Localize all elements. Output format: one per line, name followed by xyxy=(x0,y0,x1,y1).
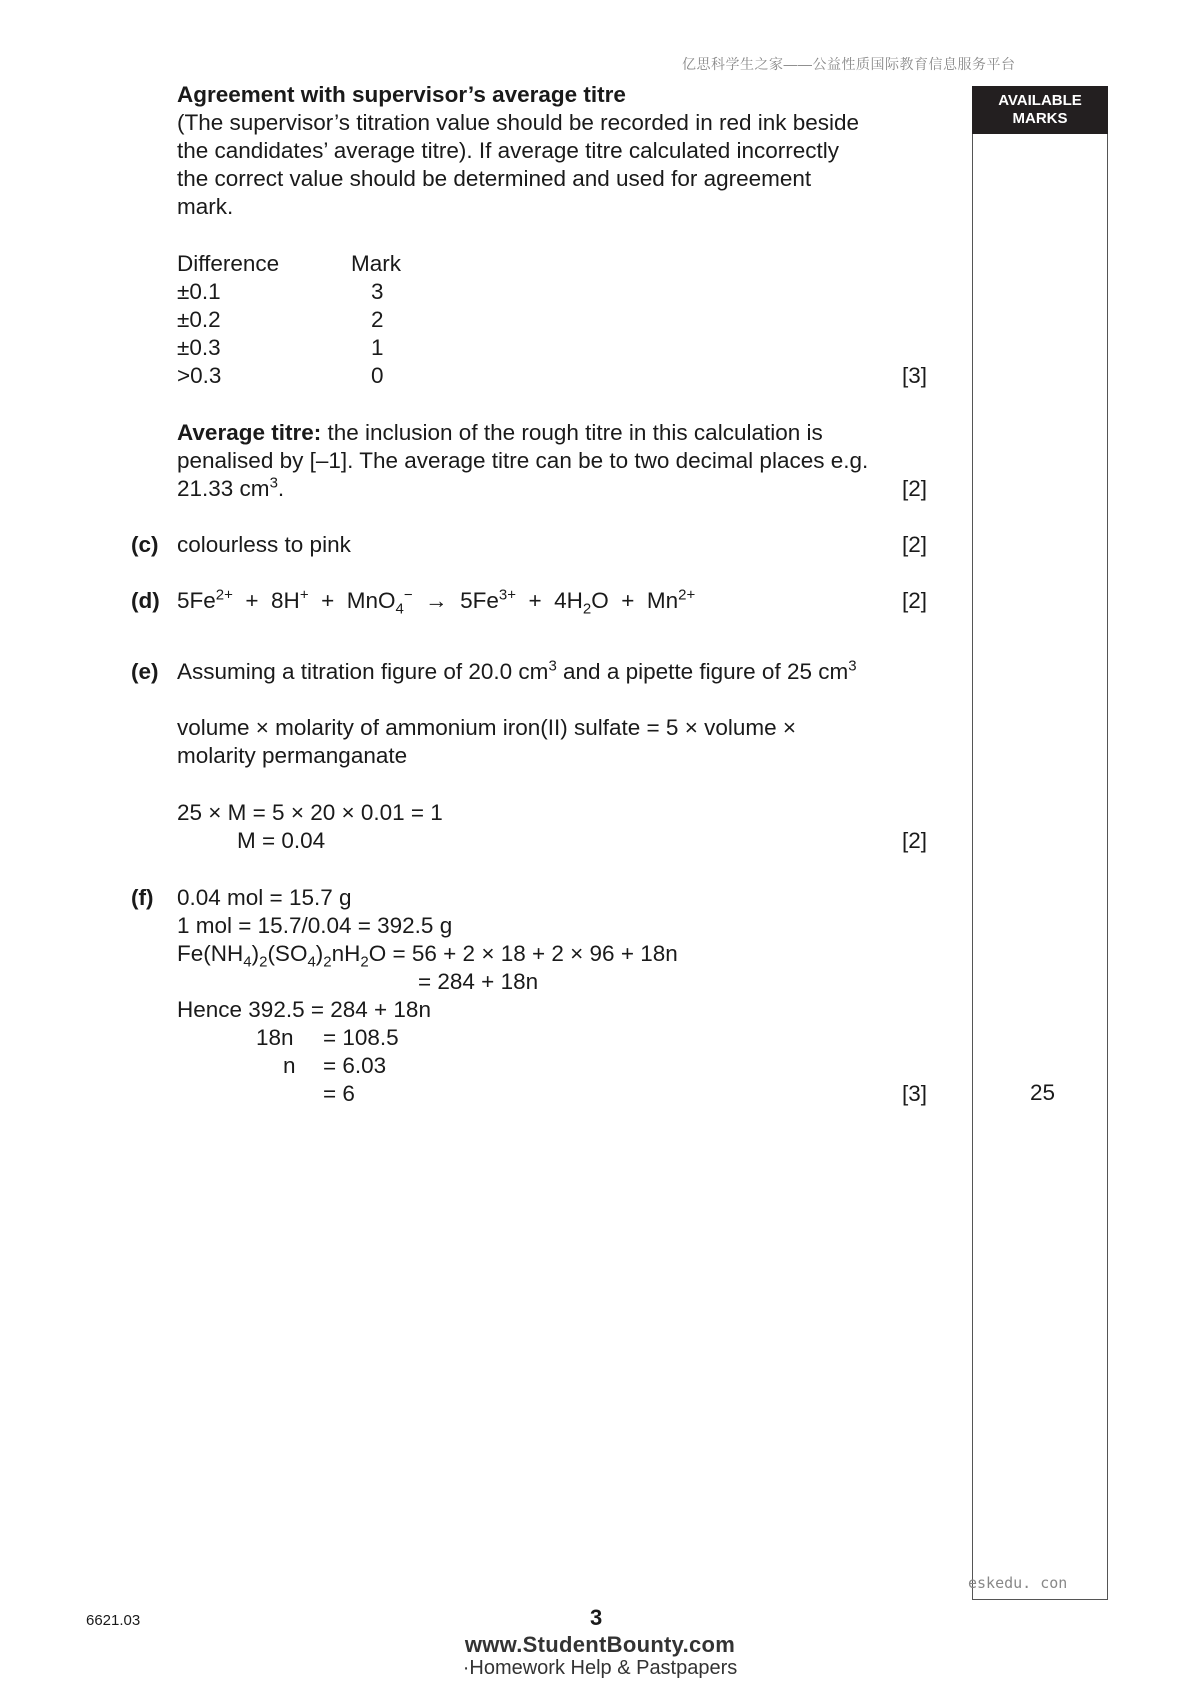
available-marks-header xyxy=(972,86,1108,134)
table-row-mark: 2 xyxy=(371,307,384,332)
table-row-difference: ±0.2 xyxy=(177,307,221,332)
logo-tagline: ·Homework Help & Pastpapers xyxy=(462,1657,738,1679)
eq-term: + 4H xyxy=(515,588,583,613)
studentbounty-logo[interactable] xyxy=(455,1633,745,1679)
agreement-line-2: the candidates’ average titre). If average titre calculated incorrectly xyxy=(177,138,840,163)
agreement-line-3: the correct value should be determined and used for agreement xyxy=(177,166,812,191)
part-c-marks: [2] xyxy=(901,532,927,557)
eq-sup: − xyxy=(403,586,413,604)
part-d-marks: [2] xyxy=(901,588,927,613)
eq-sub: 4 xyxy=(395,600,404,618)
part-f-marks: [3] xyxy=(901,1081,927,1106)
part-e-calc-2: M = 0.04 xyxy=(237,828,326,853)
agreement-heading: Agreement with supervisor’s average titre xyxy=(177,82,626,107)
formula-part: Fe(NH xyxy=(177,941,244,966)
formula-part: O = 56 + 2 × 18 + 2 × 96 + 18n xyxy=(368,941,678,966)
page-number: 3 xyxy=(590,1605,603,1630)
table-row-difference: >0.3 xyxy=(177,363,222,388)
available-marks-column xyxy=(972,86,1108,1600)
available-marks-title-2: MARKS xyxy=(1012,110,1068,127)
part-e-sup: 3 xyxy=(848,657,857,675)
part-e-label: (e) xyxy=(131,659,159,684)
part-e-intro xyxy=(177,658,857,686)
part-f-line-6-rhs: = 108.5 xyxy=(323,1025,399,1050)
part-e-line-2: molarity permanganate xyxy=(177,743,408,768)
eq-term: + MnO xyxy=(308,588,396,613)
eq-term: + 8H xyxy=(232,588,300,613)
header-site-text: 亿思科学生之家——公益性质国际教育信息服务平台 xyxy=(682,56,1016,72)
eq-sup: 3+ xyxy=(498,586,516,604)
part-f-line-2: 1 mol = 15.7/0.04 = 392.5 g xyxy=(177,913,453,938)
average-titre-sup: 3 xyxy=(269,474,278,492)
average-titre-label: Average titre: xyxy=(177,420,322,445)
part-f-line-1: 0.04 mol = 15.7 g xyxy=(177,885,352,910)
available-marks-title-1: AVAILABLE xyxy=(998,92,1082,109)
part-f-line-7-lhs: n xyxy=(283,1053,296,1078)
part-e-sup: 3 xyxy=(548,657,557,675)
average-titre-line-1 xyxy=(177,419,823,447)
part-c-text: colourless to pink xyxy=(177,532,351,557)
eq-term: 5Fe xyxy=(177,588,216,613)
formula-part: nH xyxy=(331,941,361,966)
part-e-line-1: volume × molarity of ammonium iron(II) sulfate = 5 × volume × xyxy=(177,715,797,740)
part-e-marks: [2] xyxy=(901,828,927,853)
table-row-mark: 0 xyxy=(371,363,384,388)
formula-part: ) xyxy=(251,941,260,966)
table-row-difference: ±0.1 xyxy=(177,279,221,304)
table-row-difference: ±0.3 xyxy=(177,335,221,360)
table-header-difference: Difference xyxy=(177,251,280,276)
average-titre-end: . xyxy=(277,476,285,501)
part-e-calc-1: 25 × M = 5 × 20 × 0.01 = 1 xyxy=(177,800,443,825)
part-e-intro-b: and a pipette figure of 25 cm xyxy=(556,659,849,684)
paper-code: 6621.03 xyxy=(86,1612,141,1629)
average-titre-example: 21.33 cm xyxy=(177,476,270,501)
formula-part: ) xyxy=(315,941,324,966)
average-titre-line-3 xyxy=(177,475,284,503)
formula-part: (SO xyxy=(267,941,308,966)
part-d-label: (d) xyxy=(131,588,160,613)
part-f-line-3 xyxy=(177,940,678,971)
agreement-line-4: mark. xyxy=(177,194,234,219)
table-row-mark: 1 xyxy=(371,335,384,360)
watermark-text: eskedu. con xyxy=(968,1574,1068,1592)
part-f-line-5: Hence 392.5 = 284 + 18n xyxy=(177,997,431,1022)
eq-term: O + Mn xyxy=(591,588,679,613)
formula-sub: 4 xyxy=(307,953,316,971)
logo-url: www.StudentBounty.com xyxy=(464,1632,736,1657)
average-titre-text-1: the inclusion of the rough titre in this calculation is xyxy=(321,420,823,445)
eq-sup: + xyxy=(299,586,309,604)
formula-sub: 2 xyxy=(360,953,369,971)
table-header-mark: Mark xyxy=(351,251,401,276)
eq-sup: 2+ xyxy=(215,586,233,604)
part-f-line-8: = 6 xyxy=(323,1081,355,1106)
part-d-equation xyxy=(177,586,696,618)
eq-sub: 2 xyxy=(582,600,592,618)
part-f-label: (f) xyxy=(131,885,154,910)
part-f-line-4: = 284 + 18n xyxy=(418,969,539,994)
part-c-label: (c) xyxy=(131,532,159,557)
part-e-intro-a: Assuming a titration figure of 20.0 cm xyxy=(177,659,549,684)
eq-term: → 5Fe xyxy=(412,588,499,613)
formula-sub: 2 xyxy=(323,953,332,971)
agreement-marks: [3] xyxy=(901,363,927,388)
table-row-mark: 3 xyxy=(371,279,384,304)
part-f-line-7-rhs: = 6.03 xyxy=(323,1053,387,1078)
formula-sub: 2 xyxy=(259,953,268,971)
marks-total: 25 xyxy=(1030,1080,1056,1105)
average-titre-line-2: penalised by [–1]. The average titre can be to two decimal places e.g. xyxy=(177,448,869,473)
eq-sup: 2+ xyxy=(678,586,696,604)
formula-sub: 4 xyxy=(243,953,252,971)
average-titre-marks: [2] xyxy=(901,476,927,501)
part-f-line-6-lhs: 18n xyxy=(256,1025,294,1050)
agreement-line-1: (The supervisor’s titration value should be recorded in red ink beside xyxy=(177,110,860,135)
